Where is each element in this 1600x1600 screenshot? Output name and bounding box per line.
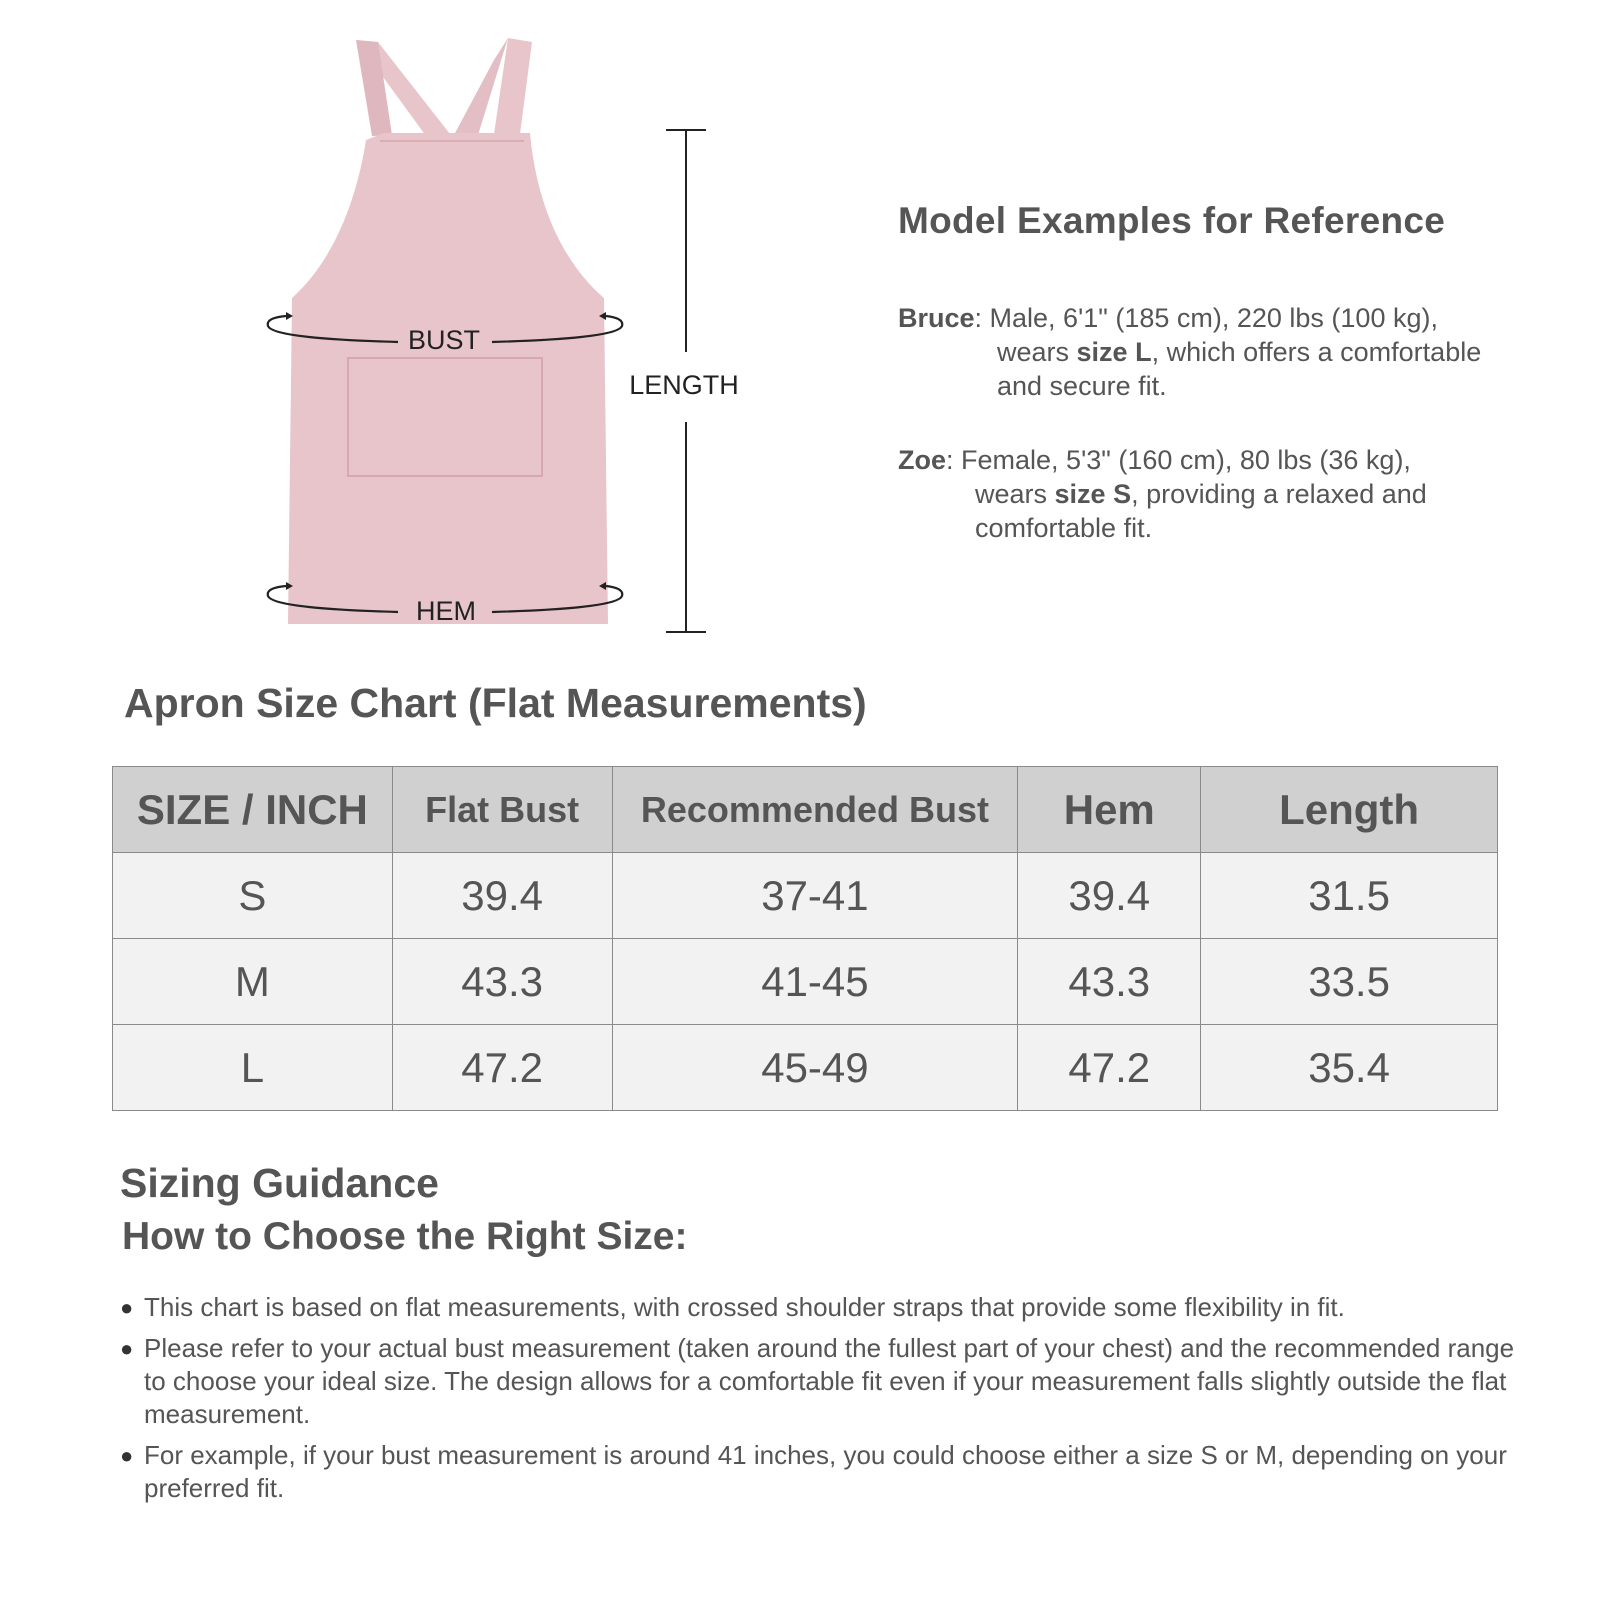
bust-label: BUST [407,325,481,355]
header-size: SIZE / INCH [113,767,393,853]
model-zoe-line1: : Female, 5'3" (160 cm), 80 lbs (36 kg), [946,445,1411,475]
model-examples-title: Model Examples for Reference [898,200,1446,241]
size-chart-title: Apron Size Chart (Flat Measurements) [124,680,867,726]
cell-hem: 43.3 [1018,939,1201,1025]
cell-length: 33.5 [1201,939,1498,1025]
model-zoe-line2-pre: wears [975,479,1055,509]
cell-length: 31.5 [1201,853,1498,939]
cell-size: S [113,853,393,939]
table-row [113,853,1498,939]
size-chart-table [112,766,1498,1111]
header-flat-bust: Flat Bust [392,767,612,853]
guidance-bullet-text: For example, if your bust measurement is around 41 inches, you could choose either a size S or M, depending on your preferred fit. [144,1440,1507,1503]
cell-recommended-bust: 45-49 [612,1025,1018,1111]
model-examples [898,200,1578,545]
bullet-icon: ● [120,1443,134,1468]
cell-flat-bust: 47.2 [392,1025,612,1111]
cell-hem: 39.4 [1018,853,1201,939]
model-name-bruce: Bruce [898,303,975,333]
model-zoe-line3: comfortable fit. [975,513,1153,543]
list-item [120,1332,1540,1431]
model-bruce-line1: : Male, 6'1" (185 cm), 220 lbs (100 kg), [974,303,1438,333]
guidance-subtitle: How to Choose the Right Size: [122,1215,688,1258]
cell-flat-bust: 43.3 [392,939,612,1025]
bullet-icon: ● [120,1336,134,1361]
apron-body [288,133,608,624]
list-item [120,1291,1540,1324]
cell-hem: 47.2 [1018,1025,1201,1111]
table-header-row [113,767,1498,853]
cell-size: L [113,1025,393,1111]
model-zoe-line2-post: , providing a relaxed and [1131,479,1427,509]
header-recommended-bust: Recommended Bust [612,767,1018,853]
length-label: LENGTH [629,370,739,400]
cell-flat-bust: 39.4 [392,853,612,939]
hem-label: HEM [416,596,476,626]
model-zoe-size: size S [1054,479,1132,509]
guidance-bullet-text: Please refer to your actual bust measurement (taken around the fullest part of your chest) and the recommended range to choose your ideal size. The design allows for a comfortable fit even if your measurement falls slightly outside the flat measurement. [144,1333,1515,1429]
header-hem: Hem [1018,767,1201,853]
model-bruce [898,301,1578,403]
model-name-zoe: Zoe [898,445,947,475]
header-length: Length [1201,767,1498,853]
cell-recommended-bust: 41-45 [612,939,1018,1025]
bullet-icon: ● [120,1295,134,1320]
guidance-title: Sizing Guidance [120,1160,439,1206]
guidance-bullet-text: This chart is based on flat measurements, with crossed shoulder straps that provide some flexibility in fit. [144,1292,1345,1322]
sizing-guidance [120,1160,1540,1513]
model-bruce-line2-post: , which offers a comfortable [1151,337,1482,367]
table-row [113,1025,1498,1111]
model-bruce-line3: and secure fit. [997,371,1167,401]
model-bruce-line2-pre: wears [997,337,1077,367]
model-bruce-size: size L [1076,337,1152,367]
table-row [113,939,1498,1025]
cell-length: 35.4 [1201,1025,1498,1111]
cell-recommended-bust: 37-41 [612,853,1018,939]
apron-diagram [0,0,800,650]
cell-size: M [113,939,393,1025]
list-item [120,1439,1540,1505]
model-zoe [898,443,1578,545]
guidance-list [120,1291,1540,1505]
